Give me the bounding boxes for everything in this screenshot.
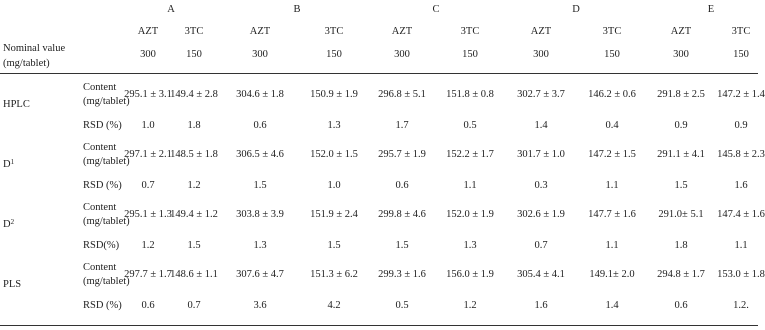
content-cell: 291.1 ± 4.1 xyxy=(657,149,705,160)
nominal-value-cell: 150 xyxy=(462,49,478,60)
content-label: Content xyxy=(83,202,117,213)
group-header-c: C xyxy=(432,4,440,15)
content-cell: 149.4 ± 2.8 xyxy=(170,89,218,100)
rsd-cell: 0.6 xyxy=(674,300,688,311)
nominal-value-cell: 300 xyxy=(140,49,156,60)
rsd-cell: 1.8 xyxy=(674,240,688,251)
content-cell: 294.8 ± 1.7 xyxy=(657,269,705,280)
group-header-e: E xyxy=(707,4,715,15)
content-cell: 147.7 ± 1.6 xyxy=(588,209,636,220)
drug-header: AZT xyxy=(530,26,552,37)
content-cell: 148.5 ± 1.8 xyxy=(170,149,218,160)
content-unit-label: (mg/tablet) xyxy=(83,156,130,167)
rsd-cell: 4.2 xyxy=(327,300,341,311)
rsd-cell: 0.6 xyxy=(253,120,267,131)
rsd-cell: 1.4 xyxy=(534,120,548,131)
content-cell: 145.8 ± 2.3 xyxy=(717,149,765,160)
rsd-cell: 0.5 xyxy=(395,300,409,311)
content-cell: 302.6 ± 1.9 xyxy=(517,209,565,220)
drug-header: 3TC xyxy=(460,26,480,37)
rsd-cell: 1.4 xyxy=(605,300,619,311)
rsd-label: RSD (%) xyxy=(83,300,122,311)
rsd-cell: 1.5 xyxy=(674,180,688,191)
nominal-value-cell: 150 xyxy=(604,49,620,60)
group-header-b: B xyxy=(293,4,301,15)
rsd-cell: 1.2. xyxy=(733,300,749,311)
content-cell: 149.1± 2.0 xyxy=(589,269,635,280)
content-cell: 151.3 ± 6.2 xyxy=(310,269,358,280)
content-label: Content xyxy=(83,142,117,153)
drug-header: AZT xyxy=(670,26,692,37)
content-cell: 152.0 ± 1.5 xyxy=(310,149,358,160)
rsd-cell: 0.4 xyxy=(605,120,619,131)
content-cell: 291.8 ± 2.5 xyxy=(657,89,705,100)
rsd-cell: 1.3 xyxy=(463,240,477,251)
rsd-cell: 0.5 xyxy=(463,120,477,131)
bottom-rule xyxy=(0,325,758,326)
content-cell: 147.2 ± 1.5 xyxy=(588,149,636,160)
rsd-cell: 1.3 xyxy=(253,240,267,251)
method-label xyxy=(3,98,30,111)
method-label xyxy=(3,158,14,171)
content-unit-label: (mg/tablet) xyxy=(83,216,130,227)
content-cell: 304.6 ± 1.8 xyxy=(236,89,284,100)
content-unit-label: (mg/tablet) xyxy=(83,96,130,107)
rsd-cell: 1.1 xyxy=(605,240,619,251)
nominal-value-cell: 150 xyxy=(733,49,749,60)
content-cell: 302.7 ± 3.7 xyxy=(517,89,565,100)
content-label: Content xyxy=(83,82,117,93)
drug-header: 3TC xyxy=(602,26,622,37)
content-unit-label: (mg/tablet) xyxy=(83,276,130,287)
rsd-cell: 0.7 xyxy=(141,180,155,191)
method-name: HPLC xyxy=(3,99,30,110)
rsd-cell: 0.7 xyxy=(534,240,548,251)
rsd-label: RSD(%) xyxy=(83,240,120,251)
content-cell: 291.0± 5.1 xyxy=(658,209,704,220)
content-cell: 152.0 ± 1.9 xyxy=(446,209,494,220)
rsd-cell: 1.7 xyxy=(395,120,409,131)
content-cell: 152.2 ± 1.7 xyxy=(446,149,494,160)
drug-header: AZT xyxy=(249,26,271,37)
content-cell: 295.1 ± 1.3 xyxy=(124,209,172,220)
rsd-cell: 1.5 xyxy=(395,240,409,251)
content-cell: 303.8 ± 3.9 xyxy=(236,209,284,220)
drug-header: 3TC xyxy=(731,26,751,37)
nominal-unit-label: (mg/tablet) xyxy=(3,58,50,69)
rsd-cell: 1.0 xyxy=(327,180,341,191)
rsd-cell: 1.2 xyxy=(187,180,201,191)
method-name: PLS xyxy=(3,279,22,290)
rsd-label: RSD (%) xyxy=(83,180,122,191)
content-cell: 305.4 ± 4.1 xyxy=(517,269,565,280)
rsd-label: RSD (%) xyxy=(83,120,122,131)
content-cell: 151.9 ± 2.4 xyxy=(310,209,358,220)
rsd-cell: 0.7 xyxy=(187,300,201,311)
rsd-cell: 1.6 xyxy=(534,300,548,311)
rsd-cell: 1.5 xyxy=(327,240,341,251)
content-cell: 297.7 ± 1.7 xyxy=(124,269,172,280)
content-label: Content xyxy=(83,262,117,273)
rsd-cell: 1.8 xyxy=(187,120,201,131)
rsd-cell: 1.6 xyxy=(734,180,748,191)
nominal-value-cell: 300 xyxy=(673,49,689,60)
content-cell: 296.8 ± 5.1 xyxy=(378,89,426,100)
group-header-a: A xyxy=(167,4,175,15)
method-superscript: 1 xyxy=(10,158,15,166)
nominal-value-cell: 300 xyxy=(533,49,549,60)
drug-header: 3TC xyxy=(184,26,204,37)
rsd-cell: 1.3 xyxy=(327,120,341,131)
method-label xyxy=(3,218,14,231)
content-cell: 153.0 ± 1.8 xyxy=(717,269,765,280)
nominal-value-cell: 300 xyxy=(252,49,268,60)
content-cell: 307.6 ± 4.7 xyxy=(236,269,284,280)
rsd-cell: 1.1 xyxy=(463,180,477,191)
rsd-cell: 1.1 xyxy=(734,240,748,251)
rsd-cell: 0.9 xyxy=(674,120,688,131)
content-cell: 146.2 ± 0.6 xyxy=(588,89,636,100)
rsd-cell: 1.1 xyxy=(605,180,619,191)
rsd-cell: 1.5 xyxy=(253,180,267,191)
content-cell: 148.6 ± 1.1 xyxy=(170,269,218,280)
content-cell: 301.7 ± 1.0 xyxy=(517,149,565,160)
content-cell: 150.9 ± 1.9 xyxy=(310,89,358,100)
rsd-cell: 0.9 xyxy=(734,120,748,131)
rsd-cell: 1.2 xyxy=(141,240,155,251)
group-header-d: D xyxy=(572,4,580,15)
rsd-cell: 3.6 xyxy=(253,300,267,311)
content-cell: 295.7 ± 1.9 xyxy=(378,149,426,160)
rsd-cell: 0.3 xyxy=(534,180,548,191)
nominal-value-cell: 150 xyxy=(326,49,342,60)
content-cell: 147.4 ± 1.6 xyxy=(717,209,765,220)
content-cell: 295.1 ± 3.1 xyxy=(124,89,172,100)
rsd-cell: 1.2 xyxy=(463,300,477,311)
content-cell: 151.8 ± 0.8 xyxy=(446,89,494,100)
method-label xyxy=(3,278,21,291)
method-name: D xyxy=(3,219,11,230)
method-name: D xyxy=(3,159,11,170)
drug-header: AZT xyxy=(137,26,159,37)
nominal-label: Nominal value xyxy=(3,43,66,54)
header-rule xyxy=(0,73,758,74)
content-cell: 147.2 ± 1.4 xyxy=(717,89,765,100)
content-cell: 299.8 ± 4.6 xyxy=(378,209,426,220)
rsd-cell: 1.5 xyxy=(187,240,201,251)
drug-header: 3TC xyxy=(324,26,344,37)
content-cell: 306.5 ± 4.6 xyxy=(236,149,284,160)
rsd-cell: 0.6 xyxy=(141,300,155,311)
content-cell: 299.3 ± 1.6 xyxy=(378,269,426,280)
rsd-cell: 0.6 xyxy=(395,180,409,191)
content-cell: 297.1 ± 2.1 xyxy=(124,149,172,160)
content-cell: 156.0 ± 1.9 xyxy=(446,269,494,280)
rsd-cell: 1.0 xyxy=(141,120,155,131)
nominal-value-cell: 300 xyxy=(394,49,410,60)
nominal-value-cell: 150 xyxy=(186,49,202,60)
method-superscript: 2 xyxy=(10,218,15,226)
drug-header: AZT xyxy=(391,26,413,37)
content-cell: 149.4 ± 1.2 xyxy=(170,209,218,220)
